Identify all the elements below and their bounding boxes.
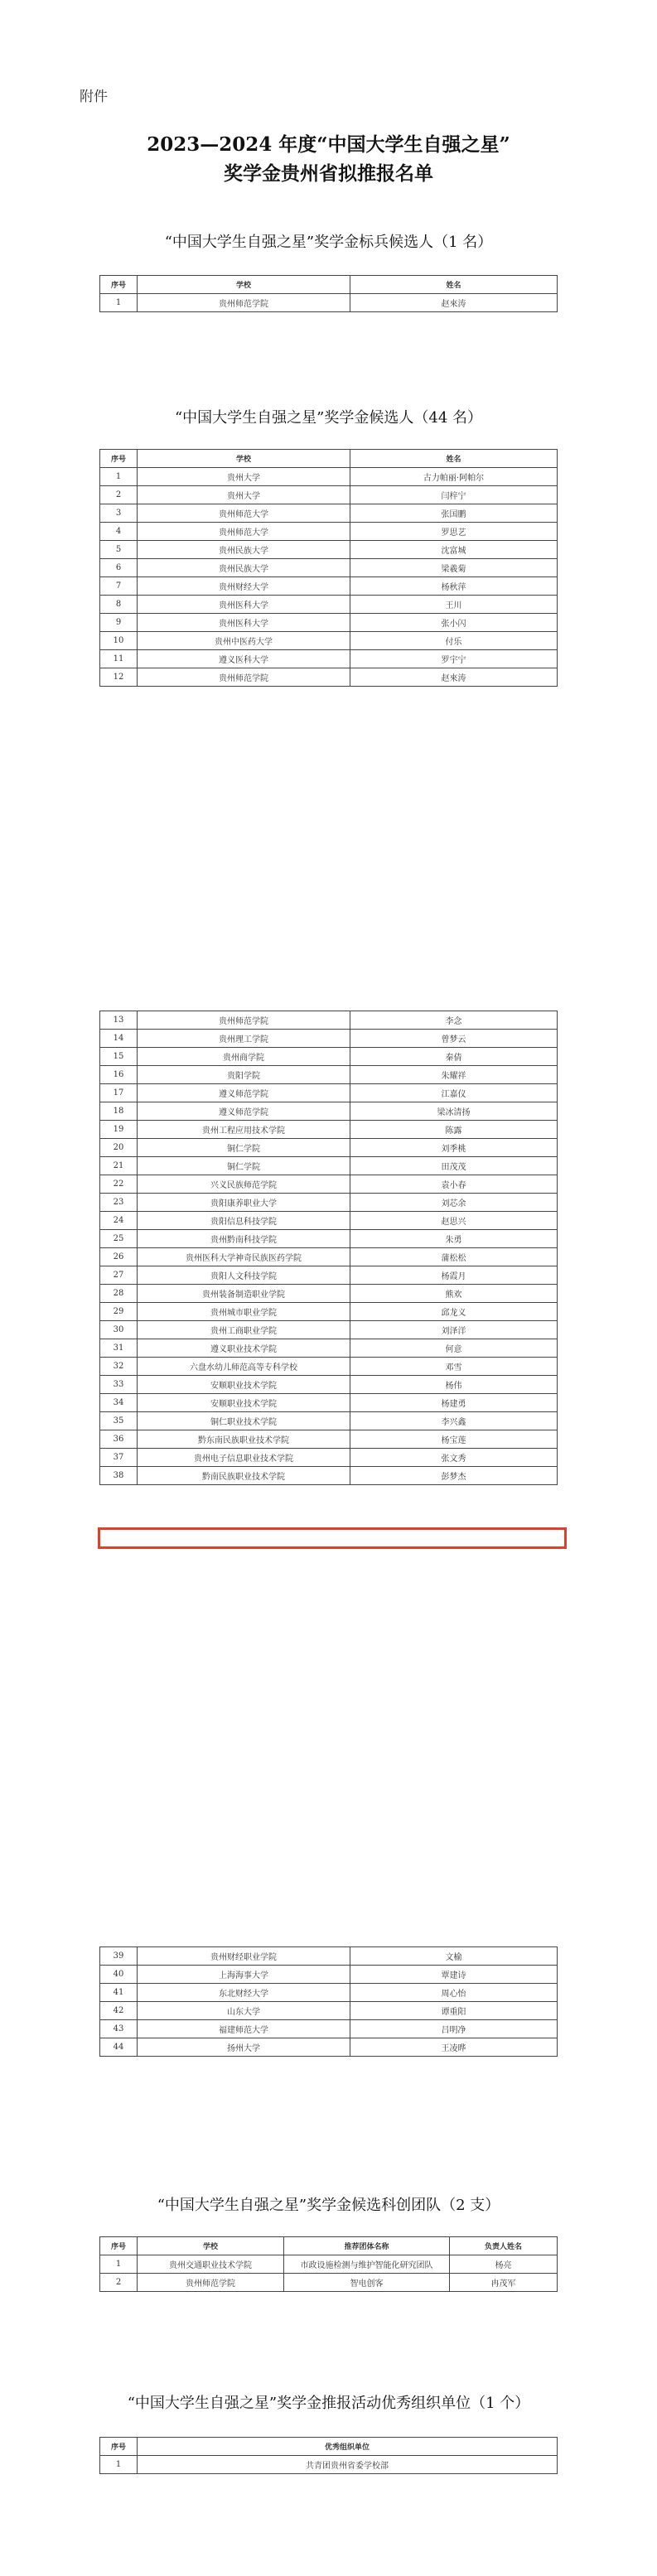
table-cell: 刘季桃 — [350, 1139, 558, 1157]
table-cell: 贵州师范学院 — [138, 668, 350, 687]
table-cell: 9 — [100, 614, 138, 632]
table-cell: 25 — [100, 1230, 138, 1248]
table-row — [100, 2274, 558, 2292]
table-cell: 12 — [100, 668, 138, 687]
table-cell: 贵州商学院 — [138, 1048, 350, 1066]
table-cell: 杨亮 — [450, 2255, 558, 2274]
table-cell: 冉茂军 — [450, 2274, 558, 2292]
table-cell: 36 — [100, 1430, 138, 1449]
table-cell: 27 — [100, 1266, 138, 1285]
table-cell: 10 — [100, 632, 138, 650]
table-cell: 刘芯余 — [350, 1194, 558, 1212]
table-cell: 33 — [100, 1376, 138, 1394]
table-row — [100, 1084, 558, 1102]
table-cell: 贵州大学 — [138, 468, 350, 486]
table-cell: 29 — [100, 1303, 138, 1321]
column-header: 序号 — [100, 450, 138, 468]
table-cell: 田茂茂 — [350, 1157, 558, 1175]
table-cell: 扬州大学 — [138, 2038, 350, 2057]
table-cell: 付乐 — [350, 632, 558, 650]
table-cell: 14 — [100, 1030, 138, 1048]
table-cell: 李念 — [350, 1011, 558, 1030]
table-cell: 32 — [100, 1358, 138, 1376]
table-cell: 贵州医科大学 — [138, 614, 350, 632]
table-row — [100, 2002, 558, 2020]
table-cell: 王凌晔 — [350, 2038, 558, 2057]
table-cell: 沈富城 — [350, 541, 558, 559]
table-row — [100, 1121, 558, 1139]
table-cell: 贵州师范大学 — [138, 504, 350, 523]
table-cell: 朱勇 — [350, 1230, 558, 1248]
table-row — [100, 1449, 558, 1467]
table-cell: 梁羲菊 — [350, 559, 558, 577]
section2-table-page3-body — [100, 1947, 558, 2057]
table-row — [100, 1048, 558, 1066]
table-row — [100, 1194, 558, 1212]
table-cell: 吕明净 — [350, 2020, 558, 2038]
table-cell: 张文秀 — [350, 1449, 558, 1467]
table-cell: 遵义医科大学 — [138, 650, 350, 668]
table-cell: 邓雪 — [350, 1358, 558, 1376]
table-cell: 文榆 — [350, 1947, 558, 1966]
table-row — [100, 632, 558, 650]
table-cell: 贵阳学院 — [138, 1066, 350, 1084]
section4-table-body — [100, 2438, 558, 2474]
table-cell: 21 — [100, 1157, 138, 1175]
table-cell: 闫梓宁 — [350, 486, 558, 504]
table-cell: 7 — [100, 577, 138, 596]
table-header-row — [100, 2438, 558, 2456]
table-cell: 杨宝莲 — [350, 1430, 558, 1449]
table-cell: 东北财经大学 — [138, 1984, 350, 2002]
column-header: 学校 — [138, 450, 350, 468]
table-row — [100, 1175, 558, 1194]
column-header: 序号 — [100, 2237, 138, 2255]
table-cell: 19 — [100, 1121, 138, 1139]
table-cell: 刘泽洋 — [350, 1321, 558, 1339]
section1-table-body — [100, 276, 558, 312]
table-cell: 贵州装备制造职业学院 — [138, 1285, 350, 1303]
table-row — [100, 1212, 558, 1230]
table-cell: 梁冰清扬 — [350, 1102, 558, 1121]
table-header-row — [100, 276, 558, 294]
section3-table-body — [100, 2237, 558, 2292]
table-cell: 袁小春 — [350, 1175, 558, 1194]
table-cell: 贵州财经职业学院 — [138, 1947, 350, 1966]
table-cell: 遵义师范学院 — [138, 1102, 350, 1121]
table-row — [100, 1230, 558, 1248]
table-row — [100, 1947, 558, 1966]
section1-table — [99, 275, 558, 312]
table-row — [100, 2255, 558, 2274]
table-row — [100, 1966, 558, 1984]
section1-title: “中国大学生自强之星”奖学金标兵候选人（1 名） — [164, 234, 493, 251]
table-cell: 贵州工商职业学院 — [138, 1321, 350, 1339]
table-cell: 兴义民族师范学院 — [138, 1175, 350, 1194]
table-cell: 34 — [100, 1394, 138, 1412]
section4-table — [99, 2437, 558, 2474]
table-row — [100, 541, 558, 559]
table-cell: 贵阳信息科技学院 — [138, 1212, 350, 1230]
table-row — [100, 294, 558, 312]
table-cell: 铜仁职业技术学院 — [138, 1412, 350, 1430]
section2-table-page2-body — [100, 1011, 558, 1485]
column-header: 姓名 — [350, 276, 558, 294]
document-title-line2: 奖学金贵州省拟推报名单 — [224, 162, 433, 185]
section3-table — [99, 2236, 558, 2292]
table-cell: 王川 — [350, 596, 558, 614]
table-cell: 智电创客 — [284, 2274, 450, 2292]
table-cell: 安顺职业技术学院 — [138, 1394, 350, 1412]
table-cell: 曾梦云 — [350, 1030, 558, 1048]
table-cell: 张小闪 — [350, 614, 558, 632]
table-cell: 彭梦杰 — [350, 1467, 558, 1485]
table-row — [100, 1066, 558, 1084]
table-cell: 邱龙义 — [350, 1303, 558, 1321]
highlighted-row-marker — [98, 1527, 567, 1549]
table-cell: 安顺职业技术学院 — [138, 1376, 350, 1394]
section2-table-page1-body — [100, 450, 558, 687]
table-cell: 赵思兴 — [350, 1212, 558, 1230]
table-row — [100, 504, 558, 523]
document-title-line1: 2023—2024 年度“中国大学生自强之星” — [147, 133, 510, 156]
table-cell: 2 — [100, 2274, 138, 2292]
table-row — [100, 1157, 558, 1175]
table-cell: 28 — [100, 1285, 138, 1303]
table-cell: 赵來涛 — [350, 668, 558, 687]
table-row — [100, 468, 558, 486]
table-cell: 18 — [100, 1102, 138, 1121]
table-cell: 遵义职业技术学院 — [138, 1339, 350, 1358]
table-cell: 陈露 — [350, 1121, 558, 1139]
table-cell: 贵州黔南科技学院 — [138, 1230, 350, 1248]
table-row — [100, 1285, 558, 1303]
table-cell: 贵州师范学院 — [138, 2274, 284, 2292]
table-cell: 42 — [100, 2002, 138, 2020]
table-cell: 贵州理工学院 — [138, 1030, 350, 1048]
column-header: 学校 — [138, 2237, 284, 2255]
table-cell: 谭重阳 — [350, 2002, 558, 2020]
attachment-label: 附件 — [80, 89, 108, 105]
table-cell: 39 — [100, 1947, 138, 1966]
table-cell: 贵州中医药大学 — [138, 632, 350, 650]
table-cell: 贵州师范学院 — [138, 1011, 350, 1030]
table-cell: 13 — [100, 1011, 138, 1030]
table-cell: 贵州师范大学 — [138, 523, 350, 541]
table-cell: 覃建诗 — [350, 1966, 558, 1984]
table-cell: 上海海事大学 — [138, 1966, 350, 1984]
table-cell: 贵州工程应用技术学院 — [138, 1121, 350, 1139]
table-cell: 23 — [100, 1194, 138, 1212]
table-cell: 贵州民族大学 — [138, 541, 350, 559]
table-row — [100, 1139, 558, 1157]
table-row — [100, 1030, 558, 1048]
table-cell: 贵州城市职业学院 — [138, 1303, 350, 1321]
table-cell: 2 — [100, 486, 138, 504]
table-cell: 4 — [100, 523, 138, 541]
table-row — [100, 2456, 558, 2474]
table-cell: 罗宇宁 — [350, 650, 558, 668]
table-cell: 六盘水幼儿师范高等专科学校 — [138, 1358, 350, 1376]
table-cell: 铜仁学院 — [138, 1157, 350, 1175]
table-cell: 37 — [100, 1449, 138, 1467]
table-row — [100, 2038, 558, 2057]
table-cell: 8 — [100, 596, 138, 614]
column-header: 序号 — [100, 276, 138, 294]
table-row — [100, 1339, 558, 1358]
table-row — [100, 650, 558, 668]
table-cell: 38 — [100, 1467, 138, 1485]
table-cell: 贵州民族大学 — [138, 559, 350, 577]
table-cell: 11 — [100, 650, 138, 668]
table-cell: 铜仁学院 — [138, 1139, 350, 1157]
column-header: 序号 — [100, 2438, 138, 2456]
table-row — [100, 1467, 558, 1485]
table-cell: 40 — [100, 1966, 138, 1984]
table-cell: 黔东南民族职业技术学院 — [138, 1430, 350, 1449]
table-cell: 24 — [100, 1212, 138, 1230]
table-cell: 江嘉仪 — [350, 1084, 558, 1102]
table-header-row — [100, 2237, 558, 2255]
table-row — [100, 559, 558, 577]
section2-table-page3 — [99, 1946, 558, 2057]
table-cell: 贵州医科大学神奇民族医药学院 — [138, 1248, 350, 1266]
table-cell: 贵州医科大学 — [138, 596, 350, 614]
table-cell: 6 — [100, 559, 138, 577]
table-cell: 市政设施检测与维护智能化研究团队 — [284, 2255, 450, 2274]
table-cell: 杨秋萍 — [350, 577, 558, 596]
table-row — [100, 1248, 558, 1266]
table-cell: 44 — [100, 2038, 138, 2057]
table-row — [100, 1376, 558, 1394]
table-cell: 山东大学 — [138, 2002, 350, 2020]
table-cell: 贵阳康养职业大学 — [138, 1194, 350, 1212]
table-cell: 1 — [100, 2255, 138, 2274]
column-header: 学校 — [138, 276, 350, 294]
table-row — [100, 523, 558, 541]
table-cell: 蒲松松 — [350, 1248, 558, 1266]
table-cell: 贵州大学 — [138, 486, 350, 504]
table-row — [100, 596, 558, 614]
table-cell: 熊欢 — [350, 1285, 558, 1303]
table-row — [100, 1102, 558, 1121]
column-header: 优秀组织单位 — [138, 2438, 558, 2456]
table-cell: 遵义师范学院 — [138, 1084, 350, 1102]
table-row — [100, 1266, 558, 1285]
table-cell: 17 — [100, 1084, 138, 1102]
table-cell: 朱耀祥 — [350, 1066, 558, 1084]
table-cell: 李兴鑫 — [350, 1412, 558, 1430]
table-cell: 贵阳人文科技学院 — [138, 1266, 350, 1285]
table-cell: 35 — [100, 1412, 138, 1430]
table-cell: 古力帕丽·阿帕尔 — [350, 468, 558, 486]
table-row — [100, 1984, 558, 2002]
table-cell: 1 — [100, 294, 138, 312]
table-row — [100, 1303, 558, 1321]
section2-table-page1 — [99, 449, 558, 687]
table-cell: 秦倩 — [350, 1048, 558, 1066]
table-cell: 何意 — [350, 1339, 558, 1358]
section3-title: “中国大学生自强之星”奖学金候选科创团队（2 支） — [157, 2197, 500, 2214]
table-header-row — [100, 450, 558, 468]
table-cell: 福建师范大学 — [138, 2020, 350, 2038]
table-cell: 周心怡 — [350, 1984, 558, 2002]
table-cell: 罗思艺 — [350, 523, 558, 541]
table-row — [100, 1321, 558, 1339]
table-cell: 共青团贵州省委学校部 — [138, 2456, 558, 2474]
table-cell: 41 — [100, 1984, 138, 2002]
table-cell: 15 — [100, 1048, 138, 1066]
table-row — [100, 1394, 558, 1412]
table-cell: 贵州师范学院 — [138, 294, 350, 312]
table-cell: 赵來涛 — [350, 294, 558, 312]
table-cell: 1 — [100, 468, 138, 486]
table-cell: 贵州电子信息职业技术学院 — [138, 1449, 350, 1467]
table-cell: 杨建勇 — [350, 1394, 558, 1412]
table-cell: 贵州交通职业技术学院 — [138, 2255, 284, 2274]
table-row — [100, 1358, 558, 1376]
section2-title: “中国大学生自强之星”奖学金候选人（44 名） — [174, 409, 483, 427]
table-cell: 3 — [100, 504, 138, 523]
table-cell: 26 — [100, 1248, 138, 1266]
table-row — [100, 486, 558, 504]
table-row — [100, 668, 558, 687]
table-row — [100, 1412, 558, 1430]
column-header: 负责人姓名 — [450, 2237, 558, 2255]
table-cell: 22 — [100, 1175, 138, 1194]
table-cell: 张国鹏 — [350, 504, 558, 523]
table-cell: 杨伟 — [350, 1376, 558, 1394]
table-cell: 杨霞月 — [350, 1266, 558, 1285]
table-cell: 16 — [100, 1066, 138, 1084]
table-row — [100, 577, 558, 596]
table-cell: 黔南民族职业技术学院 — [138, 1467, 350, 1485]
table-cell: 20 — [100, 1139, 138, 1157]
table-row — [100, 1011, 558, 1030]
column-header: 姓名 — [350, 450, 558, 468]
table-cell: 43 — [100, 2020, 138, 2038]
table-cell: 30 — [100, 1321, 138, 1339]
table-row — [100, 1430, 558, 1449]
table-cell: 5 — [100, 541, 138, 559]
table-cell: 贵州财经大学 — [138, 577, 350, 596]
table-row — [100, 2020, 558, 2038]
section4-title: “中国大学生自强之星”奖学金推报活动优秀组织单位（1 个） — [127, 2395, 530, 2412]
column-header: 推荐团体名称 — [284, 2237, 450, 2255]
section2-table-page2 — [99, 1011, 558, 1485]
table-cell: 31 — [100, 1339, 138, 1358]
table-cell: 1 — [100, 2456, 138, 2474]
table-row — [100, 614, 558, 632]
